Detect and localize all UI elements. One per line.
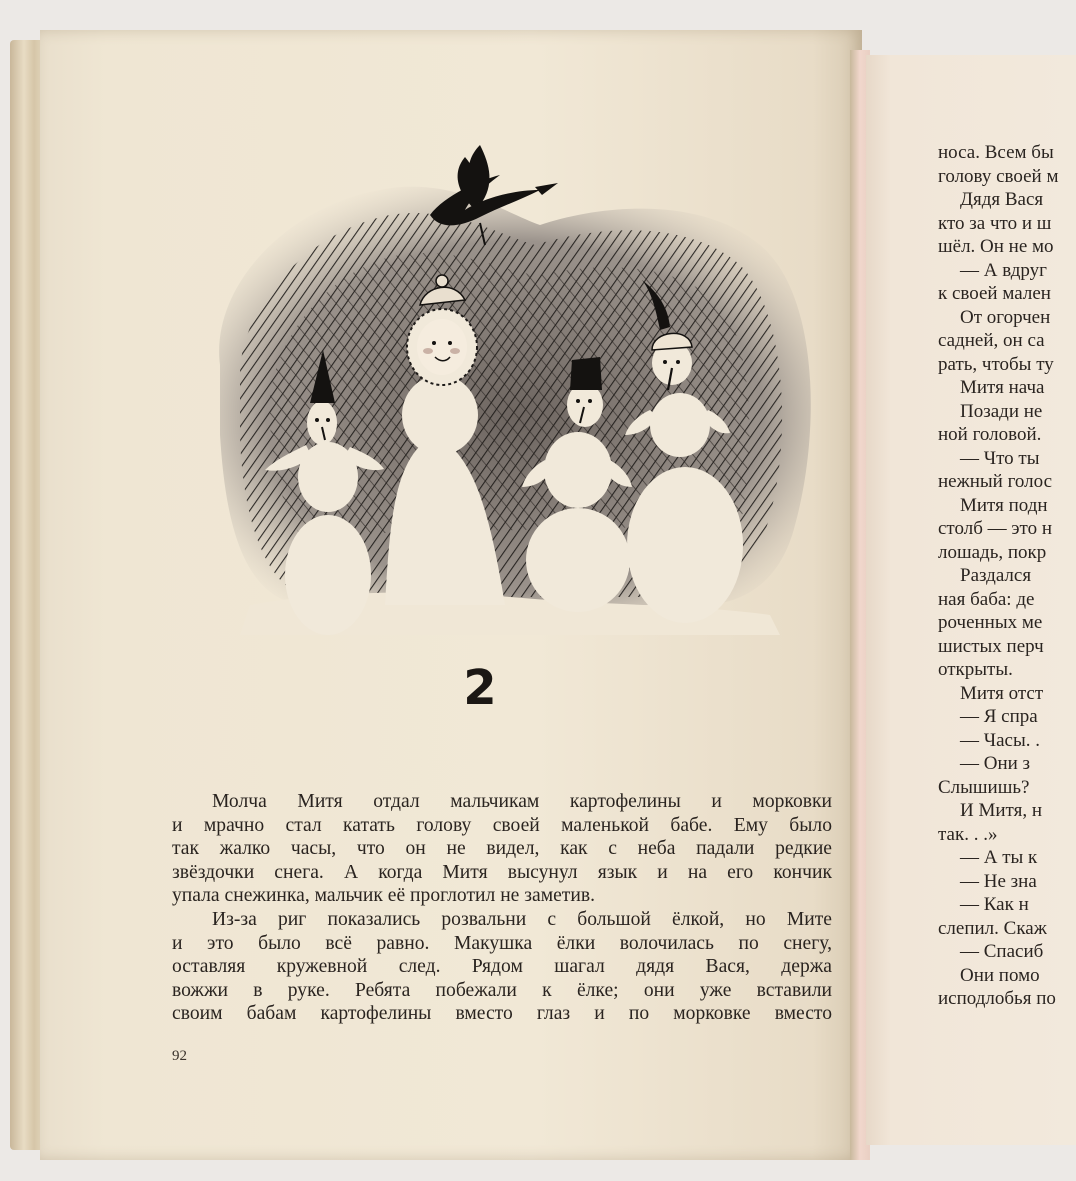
right-line: столб — это н [938,518,1053,539]
right-line: садней, он са [938,330,1045,351]
right-line: — Часы. . [960,729,1040,751]
right-line: — Я спра [960,706,1038,727]
right-line: От огорчен [960,306,1051,328]
right-line: кто за что и ш [938,212,1052,234]
right-line: И Митя, н [960,800,1042,821]
right-line: — Не зна [960,870,1037,892]
right-line: к своей мален [938,283,1051,304]
right-line: Митя нача [960,377,1045,398]
right-line: шистых перч [938,635,1044,657]
right-line: ная баба: де [938,588,1035,610]
right-line: носа. Всем бы [938,142,1054,163]
text-line: и мрачно стал катать голову своей маленькой бабе. Ему было [172,814,832,836]
right-line: ной головой. [938,424,1042,445]
right-line: Митя подн [960,494,1048,516]
chapter-number: 2 [463,660,497,716]
right-line: рать, чтобы ту [938,353,1054,375]
right-line: Дядя Вася [960,189,1044,210]
right-line: — А ты к [960,847,1038,868]
right-line: — Как н [960,894,1029,915]
right-line: голову своей м [938,165,1059,187]
right-line: нежный голос [938,471,1053,492]
right-page [866,55,1076,1145]
right-line: — Они з [960,753,1031,774]
right-line: Раздался [960,565,1032,586]
right-line: — А вдруг [960,259,1047,281]
right-line: Они помо [960,964,1040,986]
snowmen-illustration [180,135,820,635]
text-line: вожжи в руке. Ребята побежали к ёлке; они уже вставили [172,979,832,1001]
text-line: Из-за риг показались розвальни с большой ёлкой, но Мите [212,908,832,930]
text-line: оставляя кружевной след. Рядом шагал дядя Вася, держа [172,956,832,978]
text-line: своим бабам картофелины вместо глаз и по морковке вместо [172,1003,832,1025]
right-line: — Что ты [960,447,1040,469]
right-line: Позади не [960,400,1043,422]
right-line: исподлобья по [938,988,1056,1009]
right-line: так. . .» [938,823,998,845]
text-line: и это было всё равно. Макушка ёлки волочилась по снегу, [172,932,832,954]
text-line: звёздочки снега. А когда Митя высунул язык и на его кончик [172,861,832,883]
right-line: роченных ме [938,612,1043,633]
text-line: так жалко часы, что он не видел, как с неба падали редкие [172,838,832,860]
body-text [172,790,832,1026]
right-line: Митя отст [960,682,1044,704]
right-line: открыты. [938,659,1013,680]
right-line: шёл. Он не мо [938,236,1054,257]
text-line: упала снежинка, мальчик её проглотил не заметив. [172,885,596,907]
right-line: слепил. Скаж [938,917,1047,939]
text-line: Молча Митя отдал мальчикам картофелины и морковки [212,791,832,812]
right-page-text [938,141,1076,1011]
right-line: — Спасиб [960,941,1044,962]
page-number: 92 [172,1048,187,1064]
right-line: Слышишь? [938,776,1030,798]
right-line: лошадь, покр [938,541,1047,563]
